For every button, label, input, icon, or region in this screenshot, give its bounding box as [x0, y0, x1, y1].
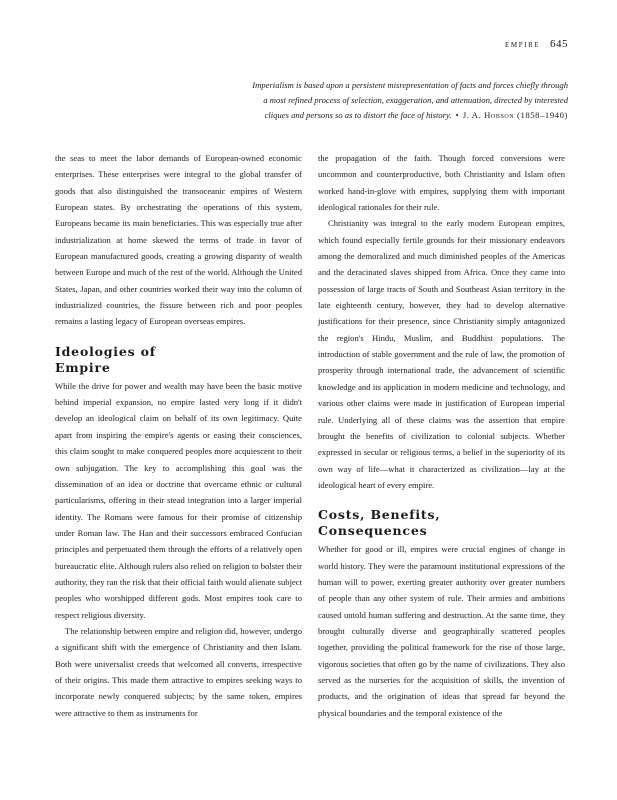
right-paragraph-3: Whether for good or ill, empires were crucial engines of change in world history. They were the paramount institutional expressions of the human will to power, exerting greater authority over greater numbers of people than any other system of rule. Their armies and ambitions caused untold human suffering and destruction. At the same time, they brought culturally diverse and geographically scattered peoples together, providing the political framework for the rise of those large, vigorous societies that often go by the name of civilizations. They also served as the nurseries for the acquisition of skills, the invention of products, and the origination of ideas that spread far beyond the physical boundaries and the temporal existence of the — [318, 544, 565, 718]
section-heading-ideologies — [55, 344, 302, 376]
page-number: 645 — [550, 38, 568, 50]
heading-line: Consequences — [318, 523, 428, 539]
right-column — [318, 150, 565, 721]
epigraph — [248, 78, 568, 123]
running-head-section: empire — [505, 39, 541, 50]
epigraph-bullet: • — [455, 110, 459, 120]
epigraph-attribution: J. A. Hobson (1858–1940) — [462, 110, 568, 120]
right-paragraph-2: Christianity was integral to the early modern European empires, which found especially fertile grounds for their missionary endeavors among the demoralized and much diminished peoples of the Americas and the deracinated slaves shipped from Africa. Once they came into possession of large tracts of South and Southeast Asian territory in the late eighteenth century, however, they had to develop alternative justifications for their presence, since Christianity simply antagonized the region's Hindu, Muslim, and Buddhist populations. The introduction of stable government and the rule of law, the promotion of prosperity through international trade, the advancement of scientific knowledge and its application in modern medicine and technology, and various other claims were made in justification of European imperial rule. Underlying all of these claims was the assertion that empire brought the benefits of civilization to colonial subjects. Whether expressed in secular or religious terms, a belief in the superiority of its own way of life—what it characterized as civilization—lay at the ideological heart of every empire. — [318, 218, 565, 490]
right-paragraph-1: the propagation of the faith. Though forced conversions were uncommon and counterproductive, both Christianity and Islam often worked hand-in-glove with empires, supplying them with important ideological rationales for their rule. — [318, 153, 565, 213]
epigraph-quote: Imperialism is based upon a persistent misrepresentation of facts and forces chiefly through a most refined process of selection, exaggeration, and attenuation, directed by interested cliques and persons so as to distort the face of history. — [252, 80, 568, 120]
heading-line: Ideologies of — [55, 343, 156, 359]
left-paragraph-3: The relationship between empire and religion did, however, undergo a significant shift with the emergence of Christianity and then Islam. Both were universalist creeds that welcomed all converts, irrespective of their origins. This made them attractive to empires seeking ways to incorporate newly conquered subjects; by the same token, empires were attractive to them as instruments for — [55, 625, 302, 718]
section-heading-costs — [318, 507, 565, 539]
left-paragraph-2: While the drive for power and wealth may have been the basic motive behind imperial expansion, no empire lasted very long if it didn't develop an ideological claim on behalf of its own legitimacy. Quite apart from inspiring the empire's agents or easing their consciences, this claim sought to make conquered peoples more acquiescent to their own subjugation. The key to accomplishing this goal was the dissemination of an idea or doctrine that overcame ethnic or cultural particularisms, offering in their stead integration into a larger imperial identity. The Romans were famous for their promise of citizenship under Roman law. The Han and their successors embraced Confucian principles and perpetuated them through the efforts of a relatively open bureaucratic elite. Although rulers also relied on religion to bolster their authority, they ran the risk that their official faith would alienate subject peoples who worshipped different gods. Most empires took care to respect religious diversity. — [55, 380, 302, 620]
heading-line: Costs, Benefits, — [318, 507, 441, 523]
heading-line: Empire — [55, 359, 111, 375]
left-column — [55, 150, 302, 721]
running-head — [505, 38, 568, 50]
left-paragraph-1: the seas to meet the labor demands of European-owned economic enterprises. These enterprises were integral to the global transfer of goods that also distinguished the transoceanic empires of Western European states. By orchestrating the operations of this system, Europeans became its main beneficiaries. This was especially true after industrialization at home skewed the terms of trade in favor of European manufactured goods, creating a growing disparity of wealth between Europe and much of the rest of the world. Although the United States, Japan, and other countries worked their way into the column of industrialized countries, the fissure between rich and poor peoples remains a lasting legacy of European overseas empires. — [55, 153, 302, 327]
